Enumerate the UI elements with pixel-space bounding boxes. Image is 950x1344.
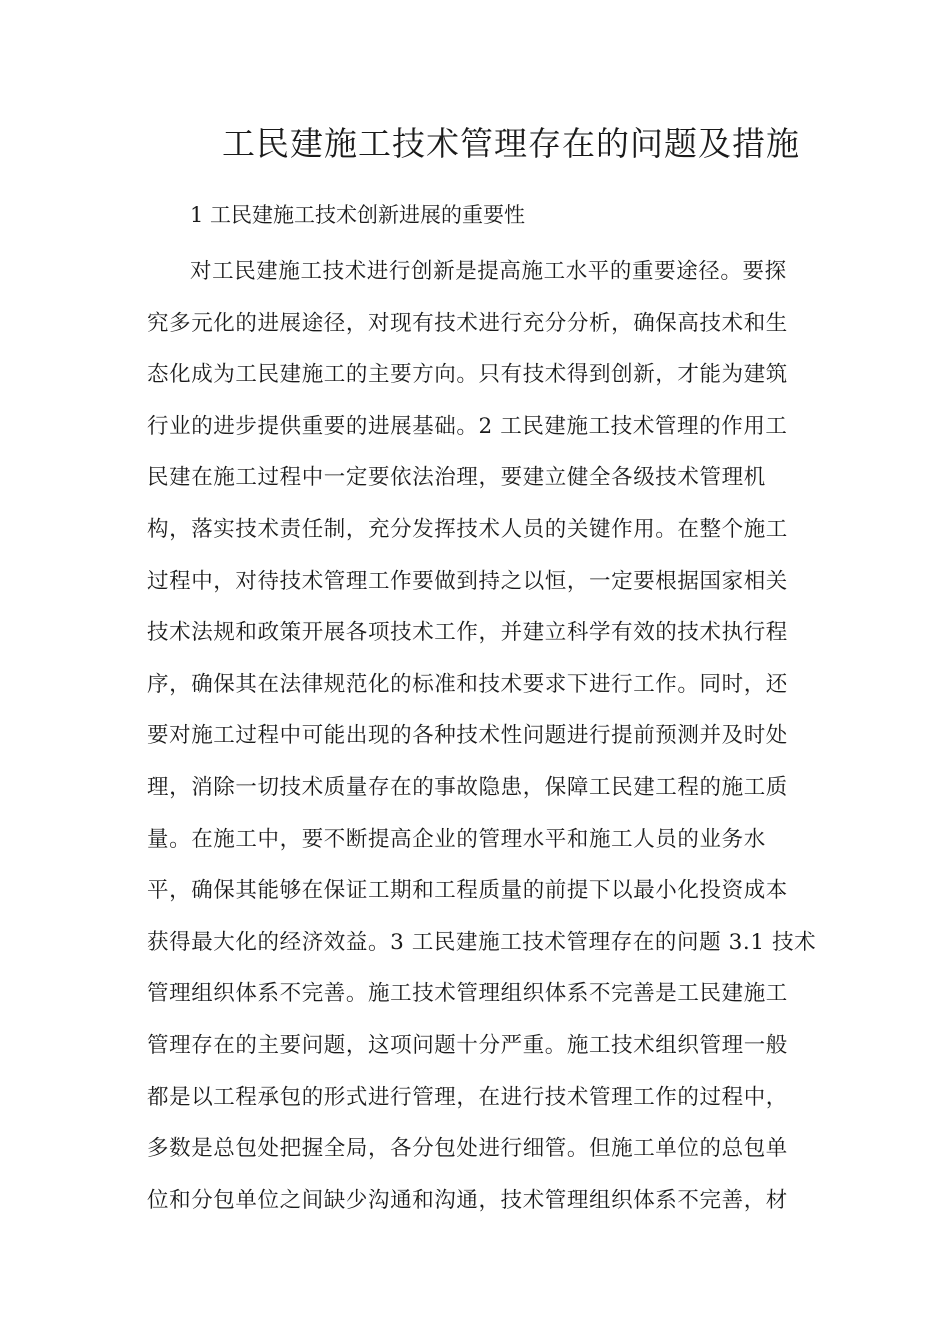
text-line: 管理组织体系不完善。施工技术管理组织体系不完善是工民建施工 (147, 981, 788, 1007)
text-line: 多数是总包处把握全局，各分包处进行细管。但施工单位的总包单 (147, 1136, 788, 1162)
text-line: 都是以工程承包的形式进行管理，在进行技术管理工作的过程中， (147, 1084, 788, 1110)
text-line: 管理存在的主要问题，这项问题十分严重。施工技术组织管理一般 (147, 1032, 788, 1058)
text-line: 构，落实技术责任制，充分发挥技术人员的关键作用。在整个施工 (147, 516, 788, 542)
text-line: 量。在施工中，要不断提高企业的管理水平和施工人员的业务水 (147, 826, 766, 852)
text-line: 序，确保其在法律规范化的标准和技术要求下进行工作。同时，还 (147, 671, 788, 697)
document-title: 工民建施工技术管理存在的问题及措施 (222, 124, 800, 163)
text-line: 技术法规和政策开展各项技术工作，并建立科学有效的技术执行程 (147, 620, 788, 646)
section-heading: 1 工民建施工技术创新进展的重要性 (190, 203, 526, 227)
text-line: 态化成为工民建施工的主要方向。只有技术得到创新，才能为建筑 (147, 362, 788, 388)
text-line: 获得最大化的经济效益。3 工民建施工技术管理存在的问题 3.1 技术 (147, 929, 817, 955)
text-line: 位和分包单位之间缺少沟通和沟通，技术管理组织体系不完善，材 (147, 1187, 788, 1213)
text-line: 究多元化的进展途径，对现有技术进行充分分析，确保高技术和生 (147, 310, 788, 336)
text-line: 民建在施工过程中一定要依法治理，要建立健全各级技术管理机 (147, 465, 766, 491)
text-line: 行业的进步提供重要的进展基础。2 工民建施工技术管理的作用工 (147, 413, 788, 439)
text-line: 要对施工过程中可能出现的各种技术性问题进行提前预测并及时处 (147, 723, 788, 749)
text-line: 平，确保其能够在保证工期和工程质量的前提下以最小化投资成本 (147, 878, 788, 904)
text-line: 过程中，对待技术管理工作要做到持之以恒，一定要根据国家相关 (147, 568, 788, 594)
text-line: 理，消除一切技术质量存在的事故隐患，保障工民建工程的施工质 (147, 774, 788, 800)
body-text (147, 246, 817, 1226)
text-line: 对工民建施工技术进行创新是提高施工水平的重要途径。要探 (190, 259, 787, 284)
